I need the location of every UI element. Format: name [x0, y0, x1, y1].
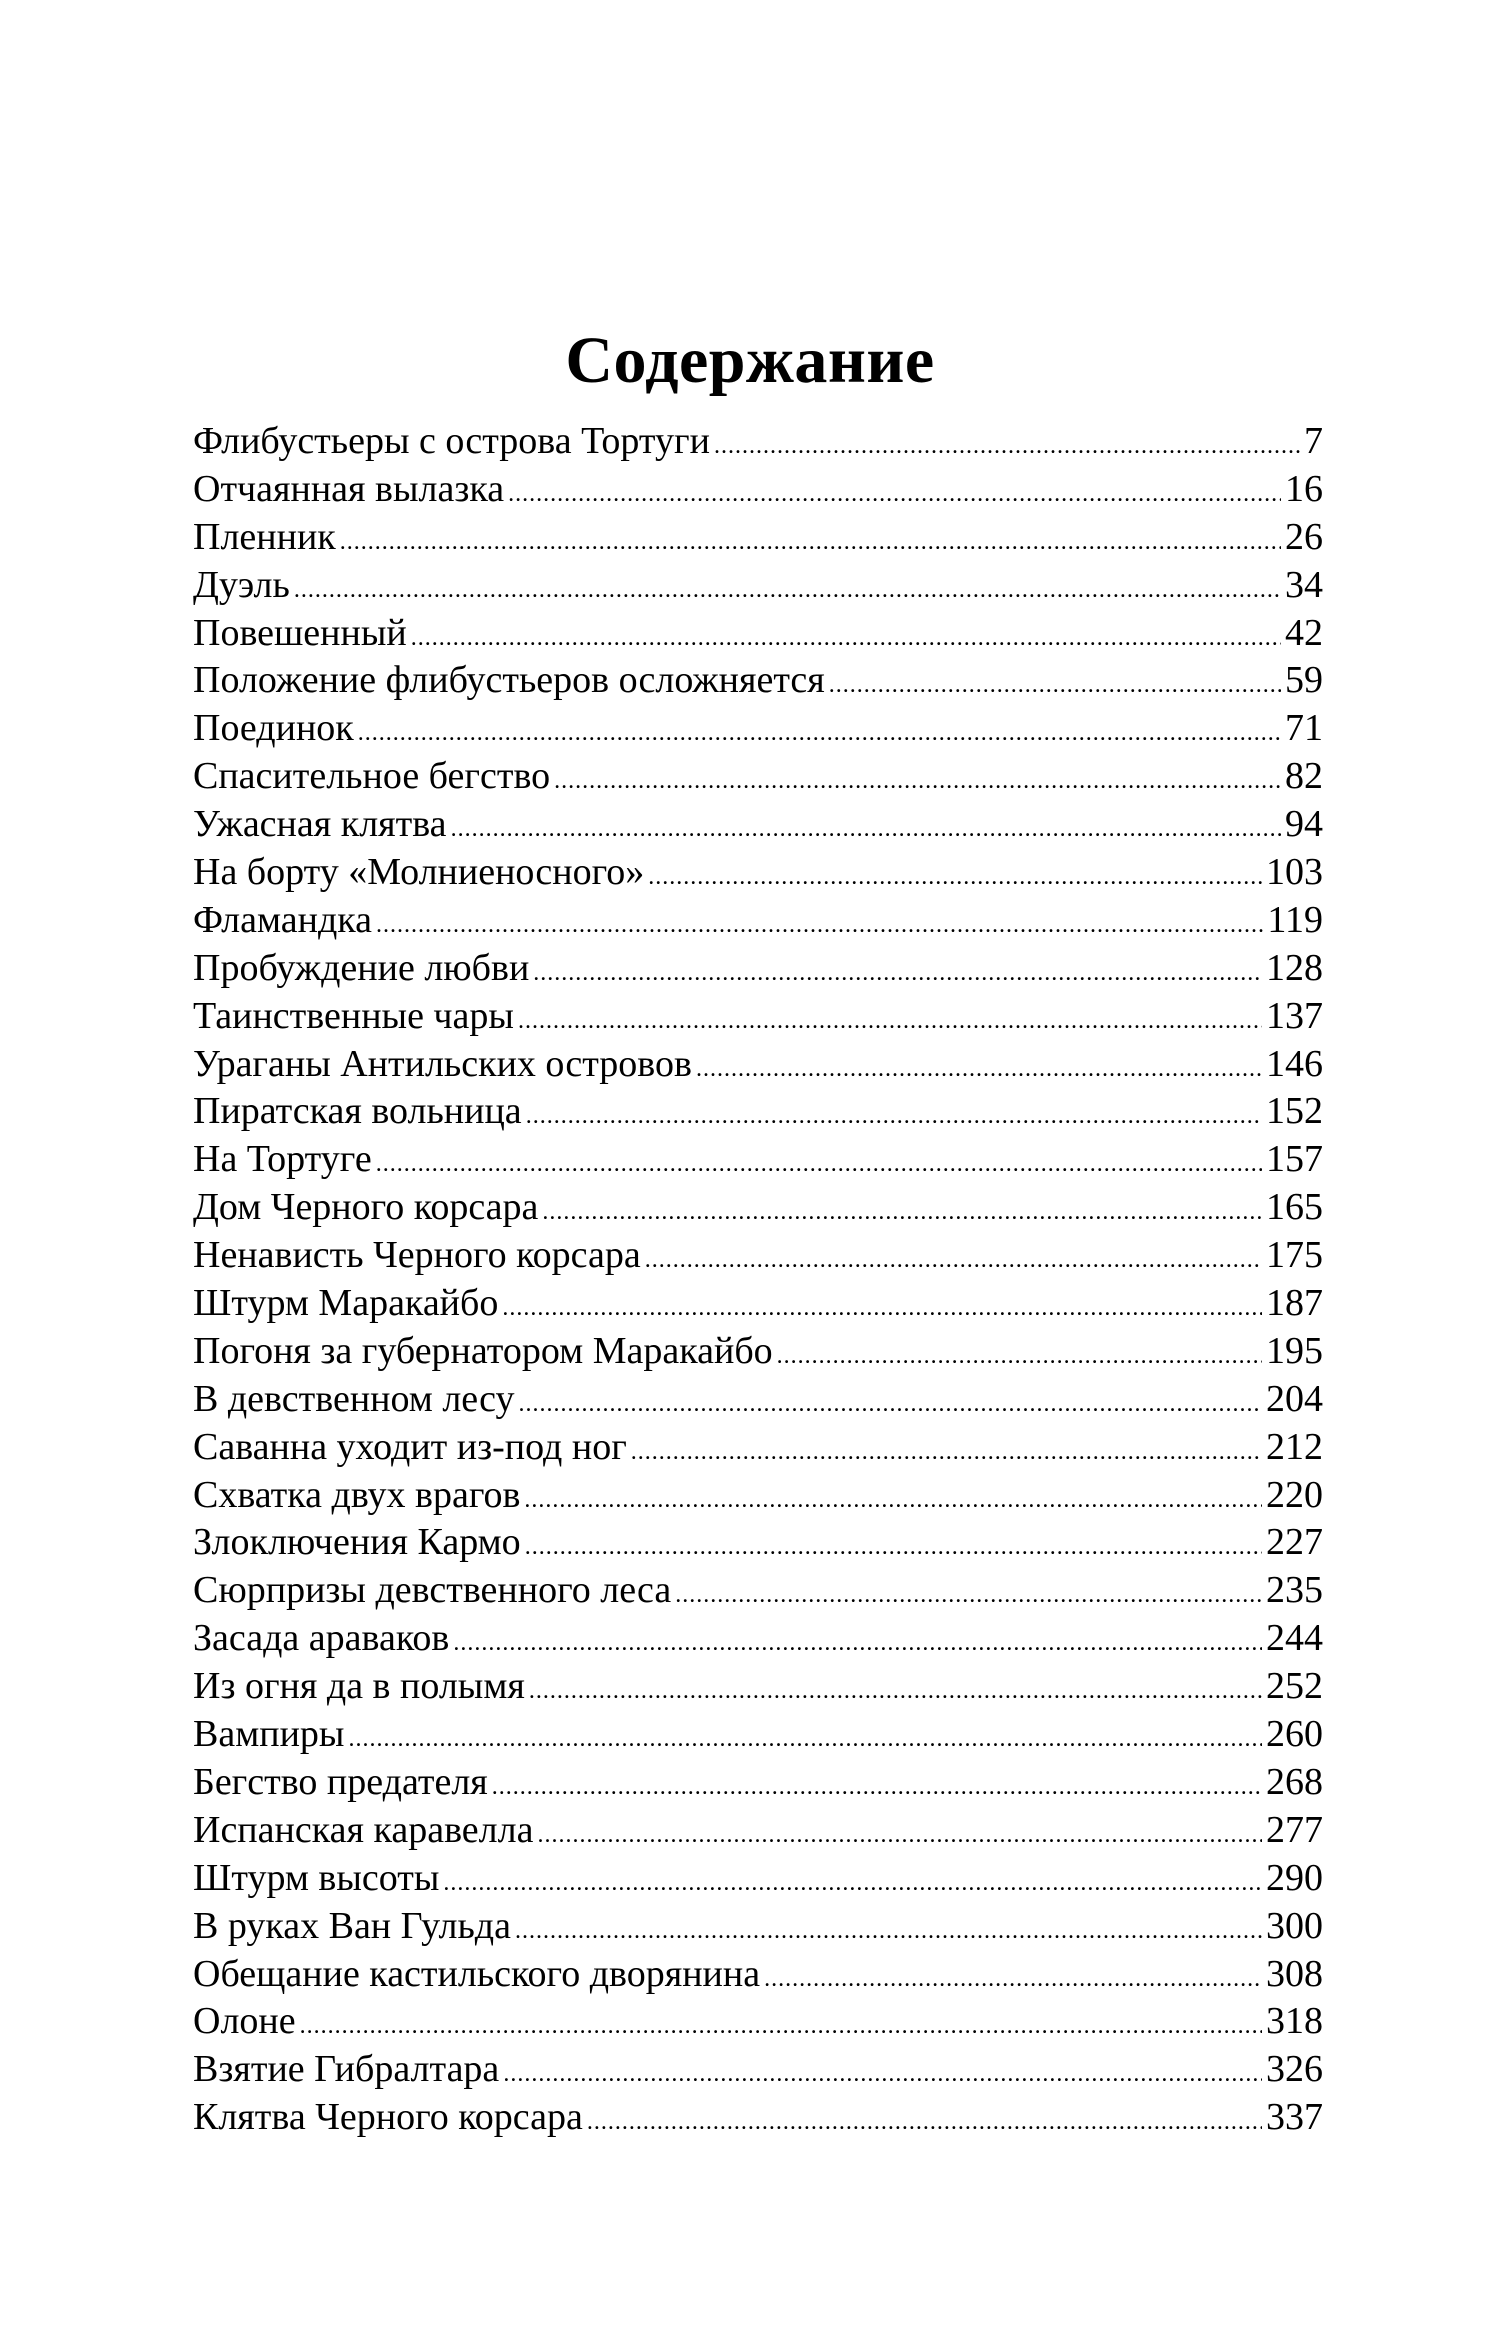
toc-entry-page-number: 187: [1266, 1282, 1323, 1325]
toc-entry-title: Ужасная клятва: [193, 803, 447, 846]
toc-entry: [193, 1951, 1323, 1999]
toc-entry: [193, 1376, 1323, 1424]
toc-entry-page-number: 204: [1266, 1377, 1323, 1420]
toc-entry-page-number: 308: [1266, 1952, 1323, 1995]
toc-entry-page-number: 42: [1285, 611, 1323, 654]
toc-entry-page-number: 175: [1266, 1234, 1323, 1277]
toc-entry-title: В девственном лесу: [193, 1377, 515, 1420]
toc-entry: [193, 849, 1323, 897]
toc-entry: [193, 1280, 1323, 1328]
toc-entry: [193, 1424, 1323, 1472]
toc-dot-leader: [348, 1716, 1262, 1764]
toc-entry-title: Из огня да в полымя: [193, 1665, 525, 1708]
toc-entry-page-number: 195: [1266, 1329, 1323, 1372]
toc-entry: [193, 1328, 1323, 1376]
toc-entry-page-number: 71: [1285, 707, 1323, 750]
toc-entry-page-number: 34: [1285, 563, 1323, 606]
toc-entry-page-number: 244: [1266, 1617, 1323, 1660]
toc-entry-page-number: 252: [1266, 1665, 1323, 1708]
toc-entry-page-number: 16: [1285, 467, 1323, 510]
toc-entry-page-number: 235: [1266, 1569, 1323, 1612]
toc-dot-leader: [515, 1908, 1262, 1956]
toc-entry-title: Поединок: [193, 707, 354, 750]
toc-entry: [193, 1472, 1323, 1520]
toc-entry-title: В руках Ван Гульда: [193, 1904, 511, 1947]
toc-entry-page-number: 290: [1266, 1856, 1323, 1899]
toc-entry: [193, 1998, 1323, 2046]
toc-dot-leader: [443, 1860, 1262, 1908]
toc-entry-title: Фламандка: [193, 898, 373, 941]
toc-entry-title: Засада араваков: [193, 1617, 450, 1660]
toc-entry: [193, 1136, 1323, 1184]
toc-dot-leader: [714, 423, 1300, 471]
toc-entry-title: Дуэль: [193, 563, 290, 606]
toc-dot-leader: [631, 1429, 1262, 1477]
toc-entry: [193, 945, 1323, 993]
toc-entry: [193, 1615, 1323, 1663]
toc-entry: [193, 1088, 1323, 1136]
toc-entry-title: Повешенный: [193, 611, 407, 654]
toc-entry-page-number: 337: [1266, 2096, 1323, 2139]
toc-dot-leader: [587, 2099, 1262, 2147]
toc-entry-title: Ураганы Антильских островов: [193, 1042, 692, 1085]
toc-entry-title: На Тортуге: [193, 1138, 372, 1181]
toc-dot-leader: [533, 950, 1262, 998]
toc-entry: [193, 1759, 1323, 1807]
toc-entry: [193, 753, 1323, 801]
toc-entry-page-number: 318: [1266, 2000, 1323, 2043]
toc-entry-title: Схватка двух врагов: [193, 1473, 521, 1516]
toc-entry: [193, 1519, 1323, 1567]
toc-entry: [193, 2094, 1323, 2142]
table-of-contents: [193, 418, 1323, 2142]
toc-dot-leader: [358, 710, 1281, 758]
toc-entry-page-number: 165: [1266, 1186, 1323, 1229]
toc-entry-page-number: 103: [1266, 851, 1323, 894]
toc-entry-page-number: 146: [1266, 1042, 1323, 1085]
toc-entry-page-number: 300: [1266, 1904, 1323, 1947]
toc-entry-page-number: 227: [1266, 1521, 1323, 1564]
toc-entry-title: Олоне: [193, 2000, 296, 2043]
toc-entry-title: Дом Черного корсара: [193, 1186, 539, 1229]
toc-dot-leader: [529, 1668, 1262, 1716]
toc-entry-title: Отчаянная вылазка: [193, 467, 505, 510]
toc-entry: [193, 1711, 1323, 1759]
toc-entry-title: Пленник: [193, 515, 336, 558]
toc-entry-page-number: 277: [1266, 1808, 1323, 1851]
toc-entry: [193, 801, 1323, 849]
toc-entry-title: Взятие Гибралтара: [193, 2048, 500, 2091]
toc-dot-leader: [502, 1285, 1262, 1333]
toc-entry-page-number: 220: [1266, 1473, 1323, 1516]
toc-dot-leader: [554, 758, 1281, 806]
toc-entry-title: Пробуждение любви: [193, 946, 530, 989]
toc-entry: [193, 993, 1323, 1041]
toc-dot-leader: [696, 1046, 1262, 1094]
toc-dot-leader: [526, 1093, 1262, 1141]
toc-entry: [193, 897, 1323, 945]
toc-entry: [193, 1567, 1323, 1615]
toc-dot-leader: [645, 1237, 1262, 1285]
toc-entry-title: Бегство предателя: [193, 1760, 488, 1803]
toc-entry-page-number: 260: [1266, 1713, 1323, 1756]
toc-entry-page-number: 326: [1266, 2048, 1323, 2091]
toc-entry-title: Пиратская вольница: [193, 1090, 522, 1133]
toc-entry: [193, 1232, 1323, 1280]
toc-entry-title: Саванна уходит из-под ног: [193, 1425, 627, 1468]
toc-entry-page-number: 157: [1266, 1138, 1323, 1181]
toc-dot-leader: [525, 1524, 1262, 1572]
toc-entry: [193, 514, 1323, 562]
toc-entry-title: Клятва Черного корсара: [193, 2096, 583, 2139]
toc-entry-page-number: 7: [1304, 420, 1323, 462]
toc-dot-leader: [453, 1620, 1262, 1668]
toc-entry: [193, 1855, 1323, 1903]
toc-entry-page-number: 82: [1285, 755, 1323, 798]
toc-entry-page-number: 212: [1266, 1425, 1323, 1468]
toc-entry-page-number: 26: [1285, 515, 1323, 558]
toc-entry-title: Спасительное бегство: [193, 755, 551, 798]
toc-entry-title: Положение флибустьеров осложняется: [193, 659, 825, 702]
toc-entry: [193, 657, 1323, 705]
toc-entry-title: Сюрпризы девственного леса: [193, 1569, 672, 1612]
toc-entry: [193, 1184, 1323, 1232]
toc-entry: [193, 1903, 1323, 1951]
toc-dot-leader: [648, 854, 1262, 902]
toc-entry: [193, 562, 1323, 610]
toc-entry: [193, 466, 1323, 514]
toc-entry-title: Испанская каравелла: [193, 1808, 534, 1851]
toc-dot-leader: [518, 998, 1262, 1046]
toc-dot-leader: [542, 1189, 1262, 1237]
toc-entry: [193, 1663, 1323, 1711]
toc-entry-title: Ненависть Черного корсара: [193, 1234, 641, 1277]
toc-entry-title: Вампиры: [193, 1713, 345, 1756]
toc-dot-leader: [537, 1812, 1262, 1860]
toc-entry-title: Злоключения Кармо: [193, 1521, 521, 1564]
toc-entry: [193, 418, 1323, 466]
toc-dot-leader: [411, 615, 1281, 663]
toc-entry-title: Флибустьеры с острова Тортуги: [193, 420, 710, 462]
toc-entry-title: Штурм Маракайбо: [193, 1282, 499, 1325]
toc-dot-leader: [376, 902, 1263, 950]
toc-entry-page-number: 59: [1285, 659, 1323, 702]
toc-dot-leader: [492, 1764, 1262, 1812]
toc-entry-title: Таинственные чары: [193, 994, 514, 1037]
toc-dot-leader: [300, 2003, 1262, 2051]
toc-entry: [193, 2046, 1323, 2094]
toc-dot-leader: [294, 567, 1281, 615]
toc-entry-title: Погоня за губернатором Маракайбо: [193, 1329, 773, 1372]
toc-entry-page-number: 152: [1266, 1090, 1323, 1133]
toc-entry: [193, 1807, 1323, 1855]
toc-entry-title: На борту «Молниеносного»: [193, 851, 645, 894]
toc-dot-leader: [508, 471, 1281, 519]
toc-entry-page-number: 268: [1266, 1760, 1323, 1803]
toc-entry-page-number: 128: [1266, 946, 1323, 989]
toc-dot-leader: [829, 662, 1281, 710]
toc-entry: [193, 1041, 1323, 1089]
toc-dot-leader: [777, 1333, 1262, 1381]
toc-dot-leader: [503, 2051, 1262, 2099]
toc-entry-page-number: 119: [1267, 898, 1323, 941]
toc-dot-leader: [376, 1141, 1262, 1189]
toc-dot-leader: [518, 1381, 1262, 1429]
toc-entry-page-number: 94: [1285, 803, 1323, 846]
toc-entry-page-number: 137: [1266, 994, 1323, 1037]
toc-dot-leader: [524, 1477, 1262, 1525]
toc-dot-leader: [675, 1572, 1262, 1620]
toc-dot-leader: [340, 519, 1281, 567]
toc-entry-title: Обещание кастильского дворянина: [193, 1952, 761, 1995]
toc-dot-leader: [451, 806, 1281, 854]
toc-dot-leader: [764, 1956, 1262, 2004]
toc-entry: [193, 705, 1323, 753]
toc-entry-title: Штурм высоты: [193, 1856, 440, 1899]
toc-entry: [193, 610, 1323, 658]
page-title: Содержание: [565, 324, 935, 398]
